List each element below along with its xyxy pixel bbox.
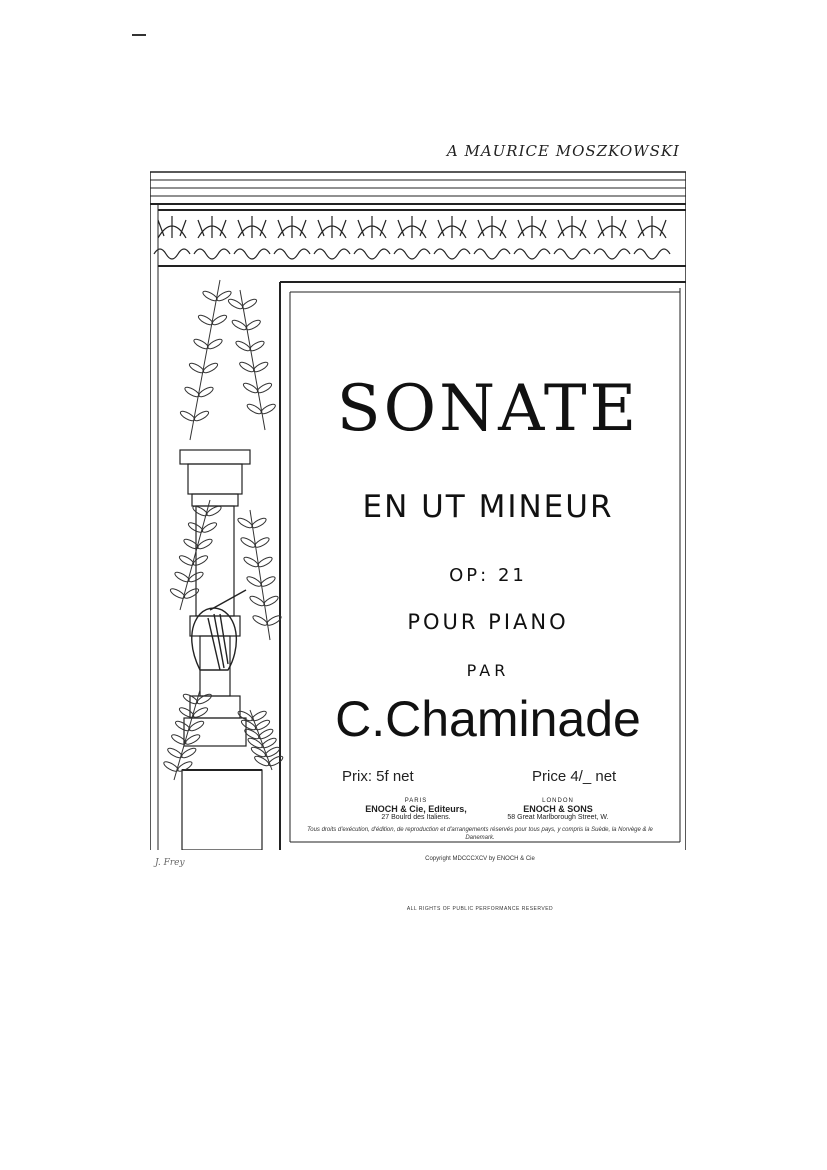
work-key: EN UT MINEUR: [362, 489, 614, 525]
frieze-ornament: [154, 210, 686, 266]
composer-name: C.Chaminade: [335, 691, 641, 747]
laurel-ornament: [162, 280, 284, 780]
publisher-address: 58 Great Marlborough Street, W.: [507, 814, 609, 821]
price-france: Prix: 5f net: [342, 768, 414, 785]
publisher-city: PARIS: [404, 798, 428, 804]
stray-mark: [132, 34, 146, 36]
publisher-name: ENOCH & SONS: [523, 804, 593, 814]
publisher-name: ENOCH & Cie, Editeurs,: [365, 804, 467, 814]
artist-signature: J. Frey: [155, 858, 185, 868]
instrumentation: POUR PIANO: [407, 610, 569, 634]
opus-number: OP: 21: [449, 565, 527, 586]
price-england: Price 4/_ net: [532, 768, 617, 785]
work-title: SONATE: [336, 372, 640, 446]
copyright-line: Copyright MDCCCXCV by ENOCH & Cie: [425, 856, 535, 862]
by-label: PAR: [466, 661, 510, 680]
performance-rights: ALL RIGHTS OF PUBLIC PERFORMANCE RESERVED: [406, 906, 554, 912]
publisher-paris: [356, 798, 476, 821]
publisher-address: 27 Boulrd des Italiens.: [381, 814, 451, 821]
dedication: A MAURICE MOSZKOWSKI: [446, 142, 680, 160]
rights-notice: Tous droits d'exécution, d'édition, de reproduction et d'arrangements réservés pour tous pays, y compris la Suède, la Norvège & le Danemark.: [307, 827, 653, 841]
publisher-london: [488, 798, 628, 821]
publisher-city: LONDON: [542, 798, 574, 804]
